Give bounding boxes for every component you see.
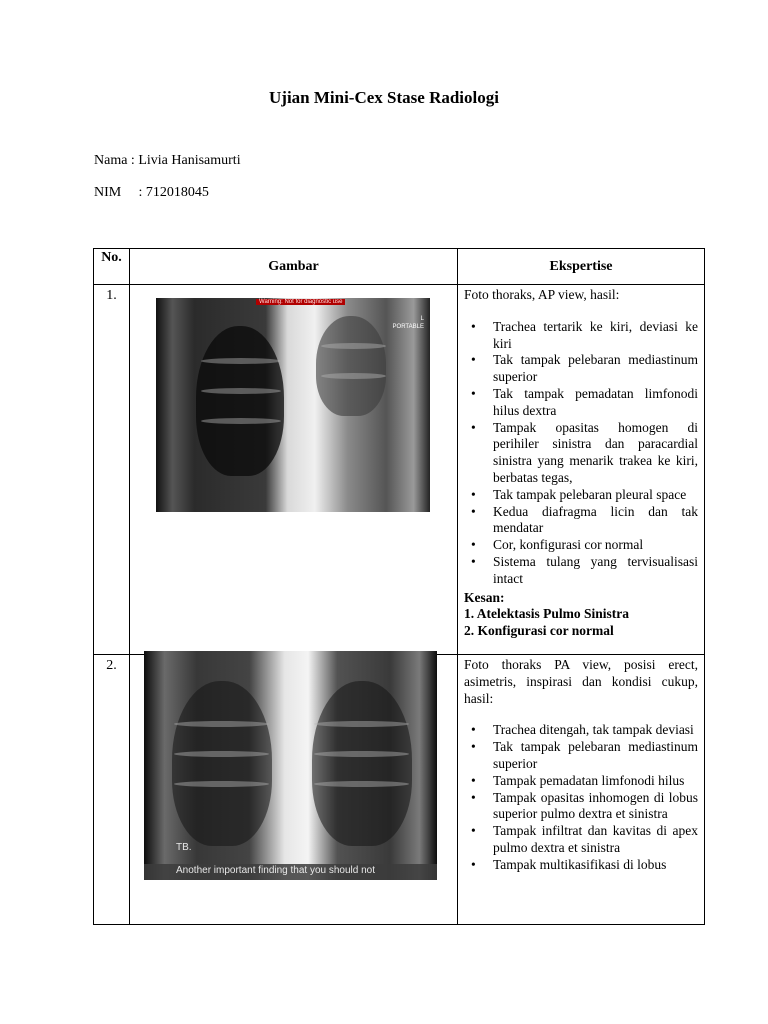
finding-item: • Tampak opasitas homogen di perihiler sinistra dan paracardial sinistra yang menarik trakea ke kiri, berbatas tegas, [493,420,698,487]
rib-shadow [321,373,386,379]
rib-shadow [201,388,281,394]
finding-item: • Sistema tulang yang tervisualisasi intact [493,554,698,588]
kesan-item: 2. Konfigurasi cor normal [464,623,614,639]
expertise-cell [458,285,705,655]
rib-shadow [314,721,409,727]
row-number: 2. [94,655,130,925]
name-value: Livia Hanisamurti [138,153,241,168]
header-gambar: Gambar [130,249,458,285]
left-lung-shadow [312,681,412,846]
header-no: No. [94,249,130,285]
rib-shadow [174,781,269,787]
finding-item: • Tak tampak pemadatan limfonodi hilus dextra [493,386,698,420]
finding-item: • Trachea tertarik ke kiri, deviasi ke kiri [493,319,698,353]
nim-label: NIM [94,185,122,200]
right-lung-shadow [196,326,284,476]
header-ekspertise: Ekspertise [458,249,705,285]
row-number: 1. [94,285,130,655]
chest-xray-image [144,651,437,880]
warning-banner: Warning: Not for diagnostic use [256,299,345,305]
expertise-intro: Foto thoraks, AP view, hasil: [464,287,620,302]
name-label: Nama : [94,153,135,168]
expertise-cell [458,655,705,925]
findings-list [464,722,698,873]
rib-shadow [314,781,409,787]
finding-item: • Tampak pemadatan limfonodi hilus [493,773,698,790]
rib-shadow [174,751,269,757]
finding-item: • Tampak opasitas inhomogen di lobus superior pulmo dextra et sinistra [493,790,698,824]
left-lung-shadow [316,316,386,416]
finding-item: • Kedua diafragma licin dan tak mendatar [493,504,698,538]
finding-item: • Trachea ditengah, tak tampak deviasi [493,722,698,739]
finding-item: • Cor, konfigurasi cor normal [493,537,698,554]
rib-shadow [174,721,269,727]
rib-shadow [201,358,281,364]
page-title: Ujian Mini-Cex Stase Radiologi [269,88,499,107]
expertise-intro: Foto thoraks PA view, posisi erect, asimetris, inspirasi dan kondisi cukup, hasil: [464,657,698,706]
tb-label: TB. [176,842,192,853]
right-lung-shadow [172,681,272,846]
findings-list [464,319,698,588]
kesan-item: 1. Atelektasis Pulmo Sinistra [464,606,630,622]
finding-item: • Tak tampak pelebaran mediastinum superior [493,352,698,386]
finding-item: • Tak tampak pelebaran mediastinum superior [493,739,698,773]
finding-item: • Tak tampak pelebaran pleural space [493,487,698,504]
nim-value: : 712018045 [138,185,209,200]
position-label: PORTABLE [392,324,424,330]
marker-label: L [420,316,424,322]
student-name-row [94,153,241,169]
kesan-label: Kesan: [464,589,505,605]
finding-item: • Tampak infiltrat dan kavitas di apex pulmo dextra et sinistra [493,823,698,857]
chest-xray-image [156,298,430,512]
finding-item: • Tampak multikasifikasi di lobus [493,857,698,874]
rib-shadow [201,418,281,424]
rib-shadow [321,343,386,349]
rib-shadow [314,751,409,757]
table-header-row [94,249,705,285]
image-caption: Another important finding that you should not [176,865,376,876]
student-nim-row [94,185,209,201]
